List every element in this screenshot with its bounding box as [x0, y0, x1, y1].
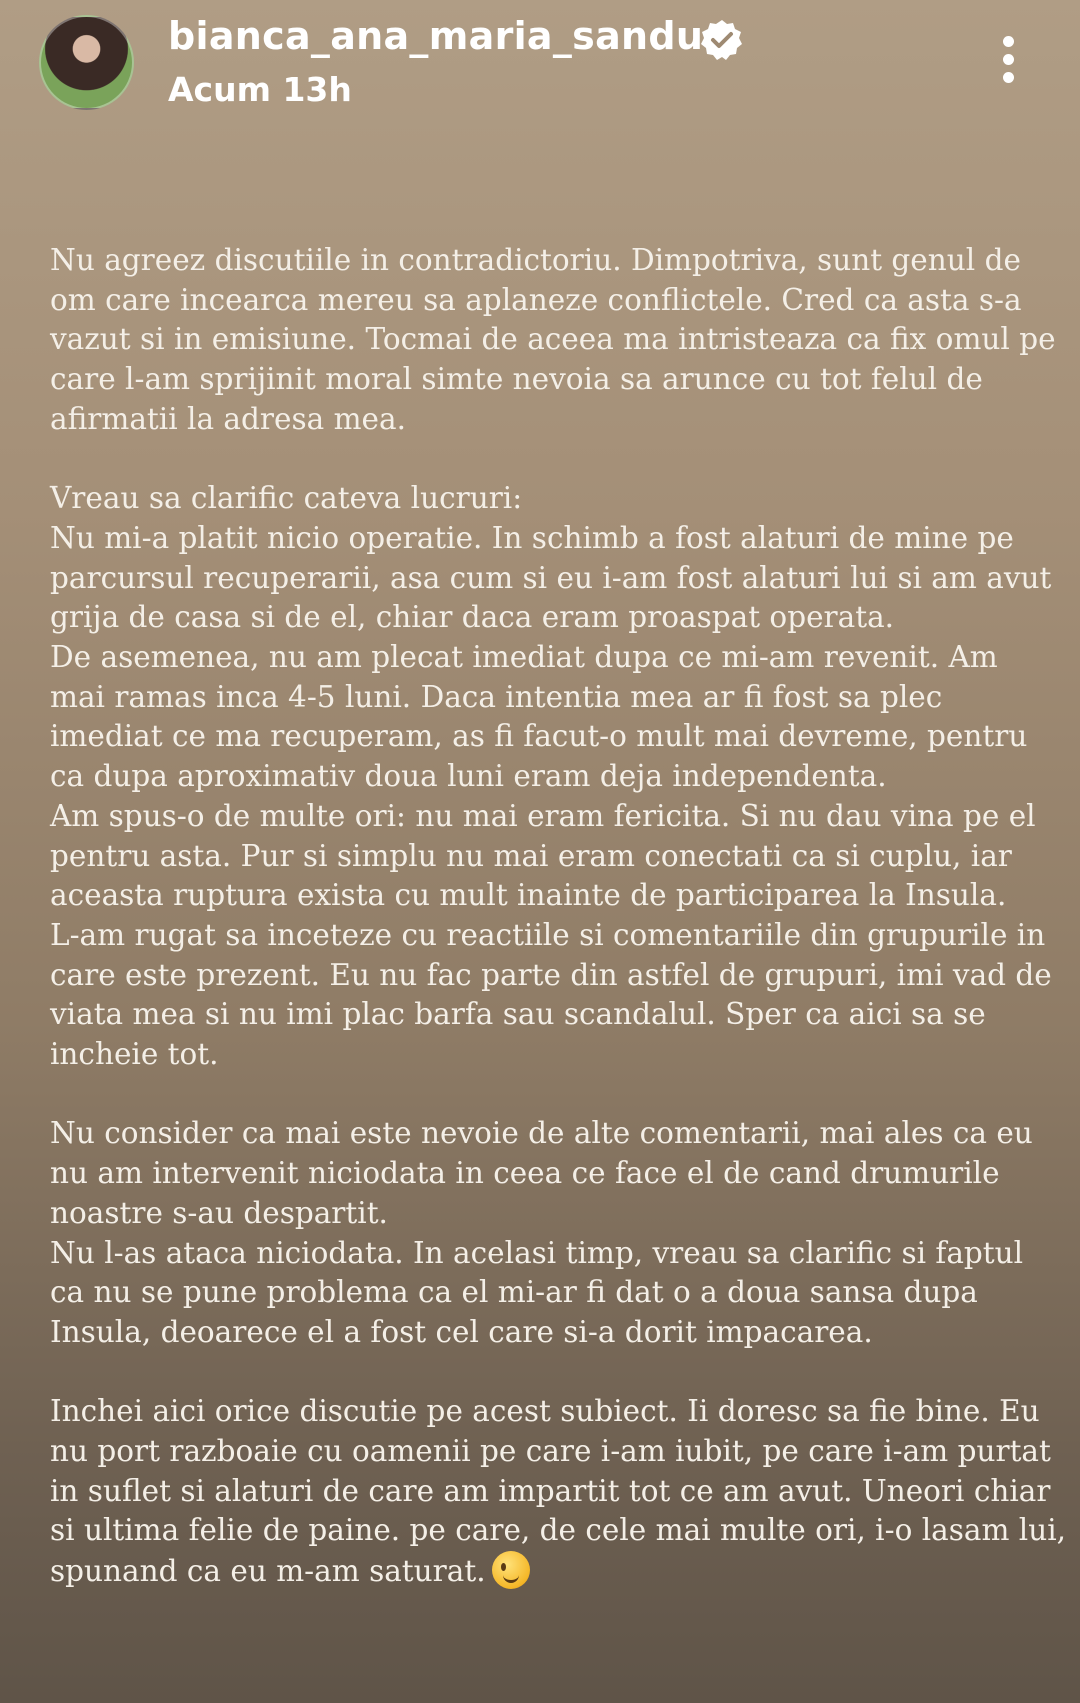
text-line-with-emoji [50, 1551, 1050, 1592]
text-line: nu am intervenit niciodata in ceea ce face el de cand drumurile [50, 1156, 1000, 1191]
story-text [50, 241, 1067, 1632]
text-line: grija de casa si de el, chiar daca eram proaspat operata. [50, 600, 895, 635]
paragraph-1 [50, 241, 1056, 440]
paragraph-2 [50, 479, 1050, 1075]
text-line: viata mea si nu imi plac barfa sau scandalul. Sper ca aici sa se [50, 997, 986, 1032]
text-line: imediat ce ma recuperam, as fi facut-o mult mai devreme, pentru [50, 719, 1028, 754]
story-header [0, 0, 1080, 130]
text-line: si ultima felie de paine. pe care, de cele mai multe ori, i-o lasam lui, [50, 1513, 1067, 1548]
paragraph-4 [50, 1392, 1067, 1592]
text-line: Inchei aici orice discutie pe acest subiect. Ii doresc sa fie bine. Eu [50, 1394, 1040, 1429]
text-line: Nu l-as ataca niciodata. In acelasi timp, vreau sa clarific si faptul [50, 1235, 1024, 1270]
text-line: Nu agreez discutiile in contradictoriu. Dimpotriva, sunt genul de [50, 243, 1021, 277]
verified-badge-icon [700, 18, 744, 62]
text-line: afirmatii la adresa mea. [50, 401, 406, 436]
text-line: mai ramas inca 4-5 luni. Daca intentia mea ar fi fost sa plec [50, 679, 943, 714]
text-line: in suflet si alaturi de care am impartit tot ce am avut. Uneori chiar [50, 1473, 1051, 1508]
text-line: Nu mi-a platit nicio operatie. In schimb a fost alaturi de mine pe [50, 520, 1014, 555]
paragraph-3 [50, 1114, 1050, 1352]
text-line: aceasta ruptura exista cu mult inainte de participarea la Insula. [50, 878, 1007, 913]
text-line: parcursul recuperarii, asa cum si eu i-am fost alaturi lui si am avut [50, 560, 1052, 595]
text-line: spunand ca eu m-am saturat. [50, 1554, 486, 1589]
text-line: De asemenea, nu am plecat imediat dupa ce mi-am revenit. Am [50, 640, 998, 675]
text-line: ca dupa aproximativ doua luni eram deja independenta. [50, 759, 887, 794]
text-line: care l-am sprijinit moral simte nevoia sa arunce cu tot felul de [50, 362, 983, 397]
avatar[interactable] [39, 15, 134, 110]
post-timestamp: Acum 13h [168, 70, 352, 109]
text-line: om care incearca mereu sa aplaneze conflictele. Cred ca asta s-a [50, 282, 1022, 317]
text-line: ca nu se pune problema ca el mi-ar fi dat o a doua sansa dupa [50, 1275, 978, 1310]
text-line: Am spus-o de multe ori: nu mai eram fericita. Si nu dau vina pe el [50, 798, 1036, 833]
text-line: care este prezent. Eu nu fac parte din astfel de grupuri, imi vad de [50, 957, 1052, 992]
text-line: L-am rugat sa inceteze cu reactiile si comentariile din grupurile in [50, 917, 1046, 952]
text-line: incheie tot. [50, 1037, 219, 1072]
text-line: Insula, deoarece el a fost cel care si-a dorit impacarea. [50, 1314, 873, 1349]
text-line: nu port razboaie cu oamenii pe care i-am iubit, pe care i-am purtat [50, 1434, 1051, 1469]
text-line: vazut si in emisiune. Tocmai de aceea ma intristeaza ca fix omul pe [50, 322, 1056, 357]
winking-face-emoji-icon [492, 1551, 530, 1589]
text-line: noastre s-au despartit. [50, 1195, 388, 1230]
more-vertical-icon[interactable] [990, 30, 1026, 90]
text-line: Nu consider ca mai este nevoie de alte comentarii, mai ales ca eu [50, 1116, 1033, 1151]
username[interactable]: bianca_ana_maria_sandu [168, 14, 704, 58]
text-line: Vreau sa clarific cateva lucruri: [50, 481, 523, 516]
text-line: pentru asta. Pur si simplu nu mai eram conectati ca si cuplu, iar [50, 838, 1012, 873]
